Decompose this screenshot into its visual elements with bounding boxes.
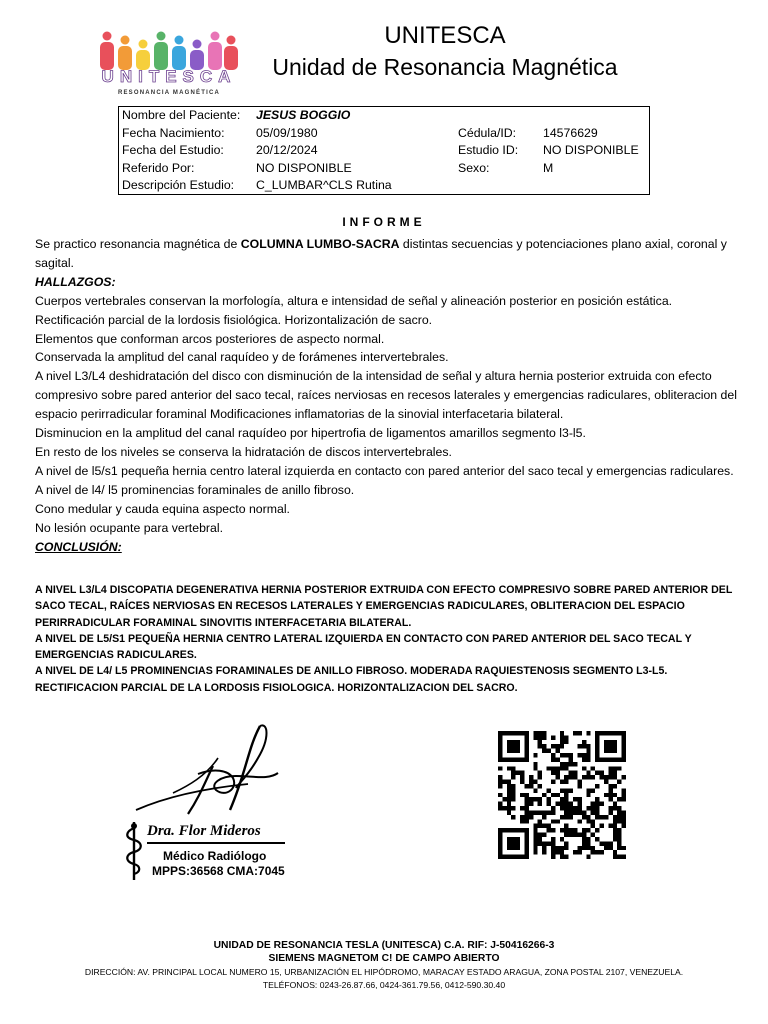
finding-item: A nivel de l4/ l5 prominencias foraminales de anillo fibroso. (35, 482, 355, 497)
sex-value: M (543, 160, 554, 175)
referred-value: NO DISPONIBLE (256, 160, 352, 175)
finding-item: A nivel L3/L4 deshidratación del disco con disminución de la intensidad de señal y altura hernia posterior extruida con efecto compresivo sobre pared anterior del saco tecal, raíces nerviosas en recesos laterales y emergencias radiculares, obliteracion del espacio perirradicular foraminal Modificaciones inflamatorias de la sinovial interfacetaria bilateral. (35, 369, 737, 422)
conclusion-block (35, 582, 741, 696)
name-label: Nombre del Paciente: (122, 108, 241, 122)
finding-item: En resto de los niveles se conserva la hidratación de discos intervertebrales. (35, 444, 452, 459)
birth-label: Fecha Nacimiento: (122, 125, 225, 140)
signature-divider (147, 842, 285, 844)
doctor-name: Dra. Flor Mideros (147, 823, 261, 839)
conclusion-item: A NIVEL DE L5/S1 PEQUEÑA HERNIA CENTRO LATERAL IZQUIERDA EN CONTACTO CON PARED ANTERIOR DEL SACO TECAL Y EMERGENCIAS RADICULARES. (35, 632, 692, 662)
study-id-label: Estudio ID: (458, 143, 519, 157)
page-subtitle: Unidad de Resonancia Magnética (272, 54, 618, 80)
patient-info-box (118, 106, 650, 195)
conclusion-item: RECTIFICACION PARCIAL DE LA LORDOSIS FISIOLOGICA. HORIZONTALIZACION DEL SACRO. (35, 681, 518, 694)
description-label: Descripción Estudio: (122, 178, 235, 192)
intro-pre: Se practico resonancia magnética de (35, 237, 241, 251)
doctor-role: Médico Radiólogo (163, 849, 267, 863)
finding-item: Cono medular y cauda equina aspecto normal. (35, 501, 290, 516)
footer-address: DIRECCIÓN: AV. PRINCIPAL LOCAL NUMERO 15, URBANIZACIÓN EL HIPÓDROMO, MARACAY ESTADO ARAGUA, ZONA POSTAL 2107, VENEZUELA. (84, 967, 684, 977)
intro-post: distintas secuencias y potenciaciones plano axial, coronal y sagital. (35, 237, 727, 270)
name-value: JESUS BOGGIO (256, 108, 351, 122)
finding-item: A nivel de l5/s1 pequeña hernia centro lateral izquierda en contacto con pared anterior del saco tecal y emergencias radiculares. (35, 463, 734, 478)
birth-value: 05/09/1980 (256, 125, 318, 140)
caduceus-icon (123, 820, 145, 882)
id-label: Cédula/ID: (458, 125, 517, 140)
findings-heading: HALLAZGOS: (35, 274, 116, 289)
doctor-registry: MPPS:36568 CMA:7045 (152, 864, 285, 878)
intro-paragraph (35, 235, 741, 273)
sex-label: Sexo: (458, 160, 490, 175)
logo-subtext: RESONANCIA MAGNÉTICA (117, 90, 221, 96)
finding-item: Cuerpos vertebrales conservan la morfología, altura e intensidad de señal y alineación posterior en posición estática. (35, 293, 673, 308)
id-value: 14576629 (543, 125, 598, 140)
conclusion-item: A NIVEL L3/L4 DISCOPATIA DEGENERATIVA HERNIA POSTERIOR EXTRUIDA CON EFECTO COMPRESIVO SOBRE PARED ANTERIOR DEL SACO TECAL, RAÍCES NERVIOSAS EN RECESOS LATERALES Y EMERGENCIAS RADICULARES, OBLITERACION DEL ESPACIO PERIRRADICULAR FORAMINAL SINOVITIS INTERFACETARIA BILATERAL. (35, 584, 733, 629)
report-body (35, 235, 741, 556)
footer-company: UNIDAD DE RESONANCIA TESLA (UNITESCA) C.A. RIF: J-50416266-3 (213, 940, 555, 951)
page-title: UNITESCA (384, 22, 506, 49)
handwritten-signature (118, 718, 303, 818)
referred-label: Referido Por: (122, 160, 195, 175)
unitesca-logo (95, 26, 243, 102)
logo-wordmark: UNITESCA (101, 67, 237, 86)
finding-item: Conservada la amplitud del canal raquídeo y de forámenes intervertebrales. (35, 350, 449, 365)
finding-item: Elementos que conforman arcos posteriores de aspecto normal. (35, 331, 385, 346)
footer-equipment: SIEMENS MAGNETOM C! DE CAMPO ABIERTO (268, 953, 500, 964)
study-id-value: NO DISPONIBLE (543, 143, 639, 157)
finding-item: Rectificación parcial de la lordosis fisiológica. Horizontalización de sacro. (35, 312, 433, 327)
finding-item: Disminucion en la amplitud del canal raquídeo por hipertrofia de ligamentos amarillos segmento l3-l5. (35, 426, 586, 441)
conclusion-item: A NIVEL DE L4/ L5 PROMINENCIAS FORAMINALES DE ANILLO FIBROSO. MODERADA RAQUIESTENOSIS SEGMENTO L3-L5. (35, 665, 668, 678)
intro-bold: COLUMNA LUMBO-SACRA (240, 237, 400, 251)
page-footer (0, 939, 768, 992)
report-heading: INFORME (342, 215, 426, 229)
qr-code-icon (498, 730, 626, 860)
footer-phones: TELÉFONOS: 0243-26.87.66, 0424-361.79.56, 0412-590.30.40 (262, 980, 506, 990)
finding-item: No lesión ocupante para vertebral. (35, 520, 223, 535)
study-date-label: Fecha del Estudio: (122, 143, 224, 157)
description-value: C_LUMBAR^CLS Rutina (256, 178, 392, 192)
study-date-value: 20/12/2024 (256, 143, 318, 157)
conclusion-heading: CONCLUSIÓN: (35, 539, 122, 554)
